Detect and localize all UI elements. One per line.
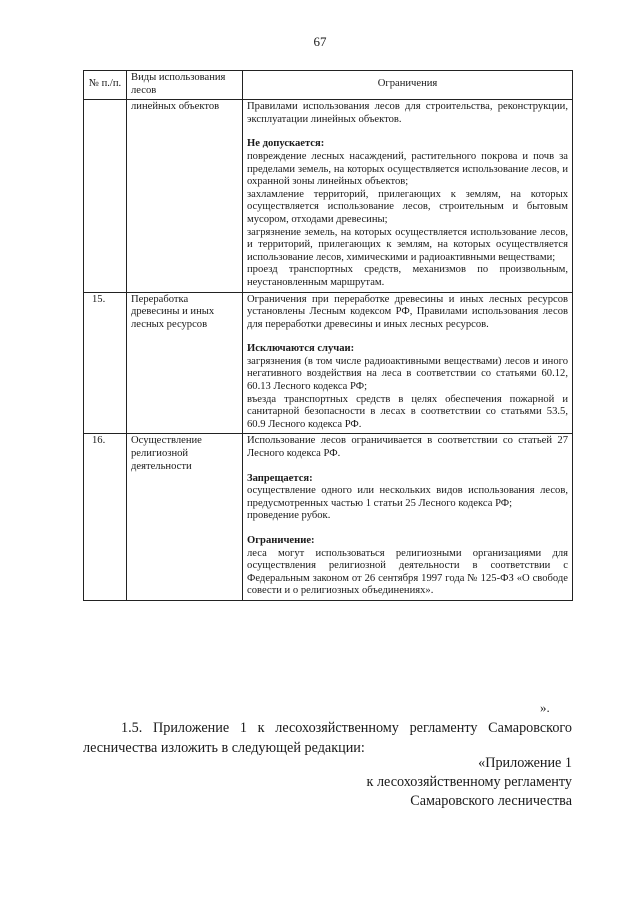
appendix-line: к лесохозяйственному регламенту [366,774,572,790]
row-use-type: Осуществление религиозной деятельности [127,434,243,601]
row-restrictions [243,434,573,601]
page-number: 67 [313,34,327,49]
closing-quote: ». [540,700,550,715]
row-number: 16. [84,434,127,601]
table-row [84,292,573,434]
amendment-paragraph [83,718,572,758]
restriction-text: осуществление одного или нескольких видов использования лесов, предусмотренных частью 1 статьи 25 Лесного кодекса РФ; [247,485,568,509]
restriction-heading: Исключаются случаи: [247,343,355,355]
spacer [247,523,568,535]
row-restrictions [243,100,573,292]
restriction-text: захламление территорий, прилегающих к землям, на которых осуществляется использование лесов, строительным и бытовым мусором, отходами древесины; [247,188,568,225]
restriction-text: повреждение лесных насаждений, растительного покрова и почв за пределами земель, на которых осуществляется использование лесов, и охранной зоны линейных объектов; [247,150,568,188]
restriction-text: леса могут использоваться религиозными организациями для осуществления религиозной деятельности в соответствии с Федеральным законом от 26 сентября 1997 года № 125-ФЗ «О свободе совести и о религиозных объединениях». [247,547,568,597]
spacer [247,331,568,343]
appendix-line: «Приложение 1 [478,755,572,771]
restrictions-table [83,70,573,601]
restriction-heading: Ограничение: [247,535,315,546]
amendment-text: 1.5. Приложение 1 к лесохозяйственному регламенту Самаровского лесничества изложить в следующей редакции: [83,720,572,756]
restriction-text: Правилами использования лесов для строительства, реконструкции, эксплуатации линейных объектов. [247,101,568,125]
table-row [84,100,573,292]
appendix-line: Самаровского лесничества [410,793,572,809]
row-number: 15. [84,292,127,434]
restriction-text: проведение рубок. [247,510,331,522]
restriction-heading: Не допускается: [247,138,325,150]
restriction-text: Ограничения при переработке древесины и иных лесных ресурсов установлены Лесным кодексом РФ, Правилами использования лесов для переработки древесины и иных лесных ресурсов. [247,293,568,330]
row-use-type: линейных объектов [127,100,243,292]
restriction-text: Использование лесов ограничивается в соответствии со статьей 27 Лесного кодекса РФ. [247,435,568,460]
table-body [84,100,573,601]
restriction-text: загрязнения (в том числе радиоактивными веществами) лесов и иного негативного воздействия на леса в соответствии со статьями 60.12, 60.13 Лесного кодекса РФ; [247,355,568,393]
table-header-row [84,71,573,100]
restriction-text: загрязнение земель, на которых осуществляется использование лесов, и территорий, прилегающих к землям, на которых осуществляется использование лесов, химическими и радиоактивными веществами; [247,226,568,263]
spacer [247,126,568,138]
row-restrictions [243,292,573,434]
row-use-type: Переработка древесины и иных лесных ресурсов [127,292,243,434]
row-number [84,100,127,292]
restriction-text: въезда транспортных средств в целях обеспечения пожарной и санитарной безопасности в лесах в соответствии со статьями 53.5, 60.9 Лесного кодекса РФ. [247,393,568,430]
restriction-text: проезд транспортных средств, механизмов по произвольным, неустановленным маршрутам. [247,264,568,288]
table-row [84,434,573,601]
header-uses: Виды использования лесов [127,71,243,100]
header-number: № п./п. [84,71,127,100]
spacer [247,461,568,473]
header-limits: Ограничения [243,71,573,100]
restriction-heading: Запрещается: [247,472,313,484]
